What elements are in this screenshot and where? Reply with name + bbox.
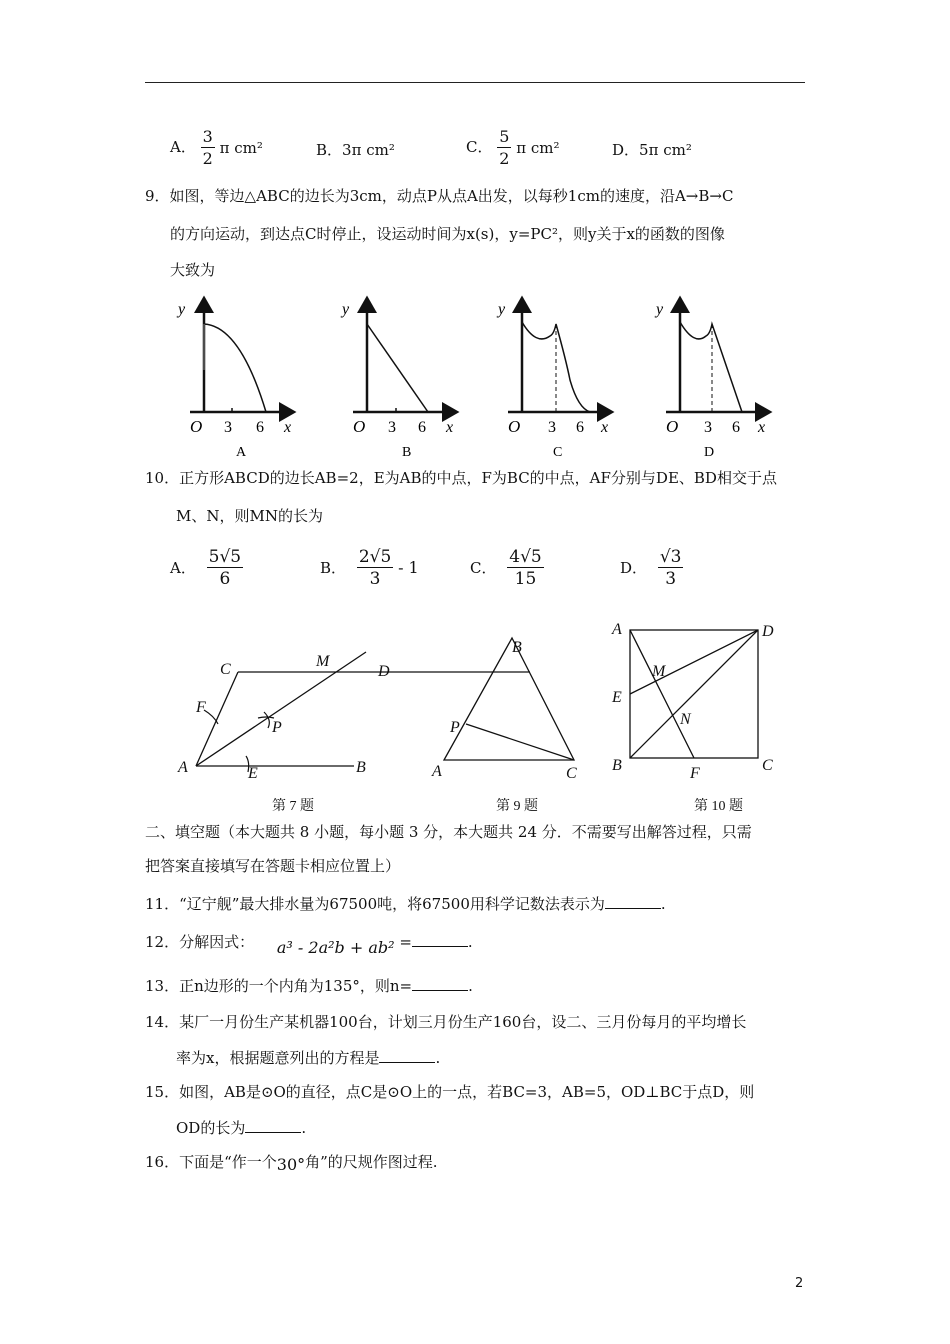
graph-b-x: x [446, 419, 454, 436]
graph-a-x: x [284, 419, 292, 436]
fig9-label-c: C [566, 765, 577, 782]
fig7-label-m: M [316, 653, 330, 670]
graph-d-caption: D [704, 445, 715, 460]
graph-b-caption: B [402, 445, 412, 460]
q11: 11．“辽宁舰”最大排水量为67500吨，将67500用科学记数法表示为 . [145, 895, 666, 913]
fig7-label-d: D [378, 663, 390, 680]
q9-graphs [170, 290, 810, 460]
q13: 13．正n边形的一个内角为135°，则n= . [145, 977, 473, 995]
q8-option-b: B．3π cm² [316, 141, 395, 159]
fig10-label-a: A [612, 621, 622, 638]
q10-line2: M、N，则MN的长为 [176, 507, 323, 525]
graph-d-t3: 3 [704, 419, 712, 436]
graph-c-o: O [508, 417, 521, 436]
fig7-label-p: P [272, 719, 282, 736]
q15-line2: OD的长为 . [176, 1119, 307, 1137]
fig9-label-b: B [512, 639, 522, 656]
graph-a-o: O [190, 417, 203, 436]
q10-line1: 10．正方形ABCD的边长AB=2，E为AB的中点，F为BC的中点，AF分别与DE、BD相交于点 [145, 469, 777, 487]
graph-b-t3: 3 [388, 419, 396, 436]
header-rule [145, 82, 805, 83]
fig10-label-m: M [652, 663, 666, 680]
fig10-caption: 第 10 题 [694, 799, 743, 814]
q14-line2: 率为x，根据题意列出的方程是 . [176, 1049, 441, 1067]
graph-d-y: y [656, 301, 664, 318]
graph-b-o: O [353, 417, 366, 436]
fig10-label-n: N [680, 711, 691, 728]
fig7-label-a: A [178, 759, 188, 776]
fig7-caption: 第 7 题 [272, 799, 314, 814]
q16: 16．下面是“作一个30°角”的尺规作图过程. [145, 1153, 438, 1174]
graph-d-t6: 6 [732, 419, 740, 436]
figures-row [160, 612, 820, 822]
fig7-label-f: F [196, 699, 206, 716]
graph-a-caption: A [236, 445, 247, 460]
fig9 [444, 638, 574, 760]
fig7-label-b: B [356, 759, 366, 776]
graph-c-caption: C [553, 445, 563, 460]
graph-a [176, 298, 294, 460]
graph-b-y: y [342, 301, 350, 318]
fig7-label-c: C [220, 661, 231, 678]
graph-d-x: x [758, 419, 766, 436]
graph-b [340, 298, 457, 460]
fig9-label-a: A [432, 763, 442, 780]
fig10-label-d: D [762, 623, 774, 640]
q12: 12．分解因式： a³ - 2a²b + ab² = . [145, 933, 473, 957]
fig9-label-p: P [450, 719, 460, 736]
fig9-caption: 第 9 题 [496, 799, 538, 814]
q10-option-c: C． $\frac{4√5}{15}$ [470, 547, 542, 589]
fig10-label-c: C [762, 757, 773, 774]
graph-c-t3: 3 [548, 419, 556, 436]
fig10 [630, 630, 758, 758]
section2-line1: 二、填空题（本大题共 8 小题，每小题 3 分，本大题共 24 分．不需要写出解答过程，只需 [145, 823, 752, 841]
q10-option-a: A． $\frac{5√5}{6}$ [170, 547, 242, 589]
graph-b-t6: 6 [418, 419, 426, 436]
fig10-label-b: B [612, 757, 622, 774]
fig10-label-e: E [612, 689, 622, 706]
graph-c-t6: 6 [576, 419, 584, 436]
graph-d [654, 298, 770, 460]
graph-a-t3: 3 [224, 419, 232, 436]
q9-line3: 大致为 [170, 261, 216, 279]
graph-d-o: O [666, 417, 679, 436]
page-number: 2 [795, 1276, 804, 1291]
q15-line1: 15．如图，AB是⊙O的直径，点C是⊙O上的一点，若BC=3，AB=5，OD⊥BC于点D，则 [145, 1083, 755, 1101]
graph-c [496, 298, 612, 460]
graph-a-y: y [178, 301, 186, 318]
q14-line1: 14．某厂一月份生产某机器100台，计划三月份生产160台，设二、三月份每月的平均增长 [145, 1013, 747, 1031]
q10-option-d: D． $\frac{√3}{3}$ [620, 547, 682, 589]
q8-option-c: C． $\frac{5}{2}$ π cm² [466, 127, 560, 168]
fig7 [196, 652, 530, 772]
fig7-label-e: E [248, 765, 258, 782]
q8-option-d: D．5π cm² [612, 141, 692, 159]
section2-line2: 把答案直接填写在答题卡相应位置上） [145, 857, 401, 875]
q9-line2: 的方向运动，到达点C时停止，设运动时间为x(s)，y=PC²，则y关于x的函数的图像 [170, 225, 725, 243]
q9-line1: 9．如图，等边△ABC的边长为3cm，动点P从点A出发，以每秒1cm的速度，沿A→B→C [145, 187, 734, 205]
graph-a-t6: 6 [256, 419, 264, 436]
graph-c-x: x [601, 419, 609, 436]
q10-option-b: B． $\frac{2√5}{3}$ - 1 [320, 547, 419, 589]
graph-c-y: y [498, 301, 506, 318]
fig10-label-f: F [690, 765, 700, 782]
q8-option-a: A． $\frac{3}{2}$ π cm² [170, 127, 263, 168]
